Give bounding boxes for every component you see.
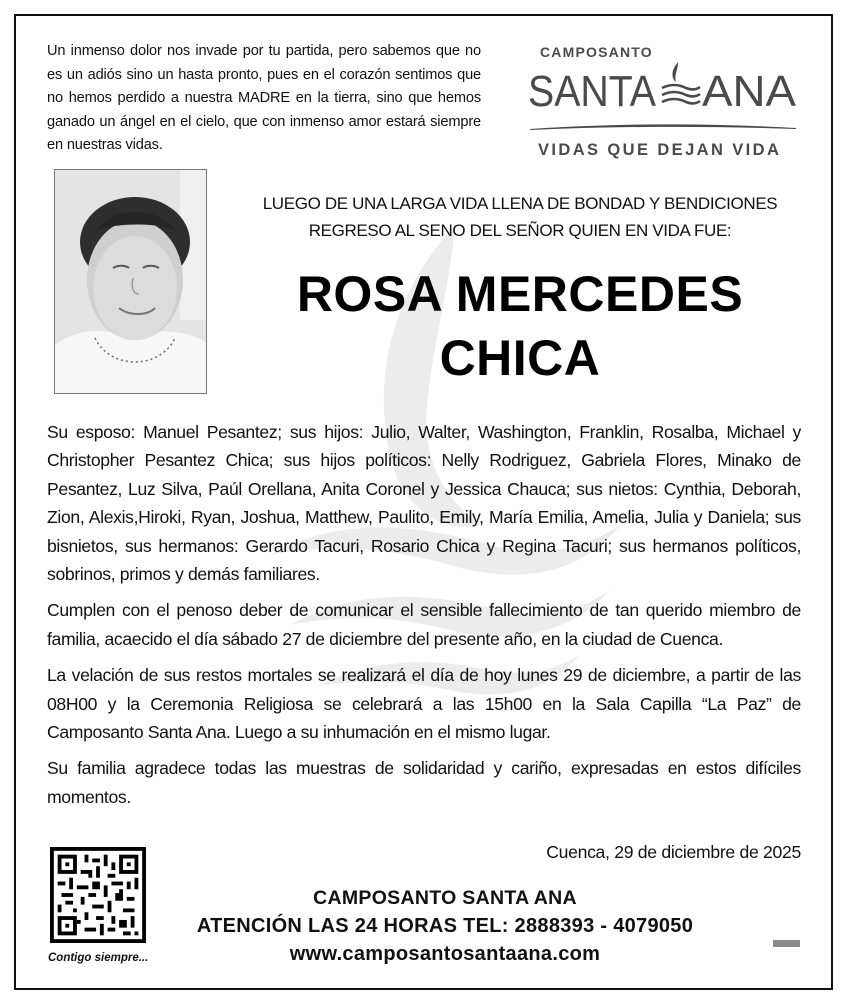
ceremony-paragraph: La velación de sus restos mortales se realizará el día de hoy lunes 29 de diciembre, a partir de las 08H00 y la Ceremonia Religiosa se celebrará a las 15h00 en la Sala Capilla “La Paz” de Camposanto Santa Ana. Luego a su inhumación en el mismo lugar. — [47, 665, 801, 743]
thanks-paragraph: Su familia agradece todas las muestras de solidaridad y cariño, expresadas en estos difíciles momentos. — [47, 758, 801, 807]
footer-phone: ATENCIÓN LAS 24 HORAS TEL: 2888393 - 4079050 — [196, 915, 694, 937]
deceased-name — [225, 262, 815, 390]
logo-name-right: ANA — [702, 67, 797, 110]
portrait-image — [55, 170, 206, 393]
lead-line: REGRESO AL SENO DEL SEÑOR QUIEN EN VIDA FUE: — [308, 221, 732, 240]
footer-company: CAMPOSANTO SANTA ANA — [313, 887, 577, 909]
lead-text — [225, 190, 815, 244]
deceased-photo — [54, 169, 207, 394]
intro-message: Un inmenso dolor nos invade por tu partida, pero sabemos que no es un adiós sino un hasta pronto, pues en el corazón sentimos que no hemos perdido a nuestra MADRE en la tierra, sino que hemos ganado un ángel en el cielo, que con inmenso amor estará siempre en nuestras vidas. — [47, 43, 481, 154]
notice-body — [47, 418, 801, 819]
logo-tagline: VIDAS QUE DEJAN VIDA — [538, 141, 782, 159]
footer-contact — [155, 884, 735, 968]
family-paragraph: Su esposo: Manuel Pesantez; sus hijos: Julio, Walter, Washington, Franklin, Rosalba, Michael y Christopher Pesantez Chica; sus hijos políticos: Nelly Rodriguez, Gabriela Flores, Minako de Pesantez, Luz Silva, Paúl Orellana, Anita Coronel y Jessica Chauca; sus nietos: Cynthia, Deborah, Zion, Alexis,Hiroki, Ryan, Joshua, Matthew, Paulito, Emily, María Emilia, Amelia, Julia y Daniela; sus bisnietos, sus hermanos: Gerardo Tacuri, Rosario Chica y Regina Tacuri; sus hermanos políticos, sobrinos, primos y demás familiares. — [47, 422, 801, 585]
deceased-name-line1: ROSA MERCEDES — [296, 266, 744, 322]
logo-flame-wave-icon — [662, 62, 700, 103]
deceased-name-line2: CHICA — [439, 330, 601, 386]
logo-wordmark — [528, 60, 798, 110]
qr-code-icon[interactable] — [50, 847, 146, 943]
logo-prefix: CAMPOSANTO — [540, 44, 653, 60]
footer-website-link[interactable]: www.camposantosantaana.com — [289, 943, 601, 965]
decorative-bar — [773, 940, 800, 947]
logo-swoosh-line — [528, 122, 798, 132]
announcement-paragraph: Cumplen con el penoso deber de comunicar el sensible fallecimiento de tan querido miembro de familia, acaecido el día sábado 27 de diciembre del presente año, en la ciudad de Cuenca. — [47, 600, 801, 649]
qr-caption: Contigo siempre... — [48, 952, 149, 964]
date-line: Cuenca, 29 de diciembre de 2025 — [546, 842, 801, 862]
camposanto-logo — [528, 42, 798, 162]
lead-line: LUEGO DE UNA LARGA VIDA LLENA DE BONDAD Y BENDICIONES — [262, 194, 778, 213]
logo-name-left: SANTA — [528, 67, 657, 110]
qr-code-pattern — [50, 847, 146, 943]
